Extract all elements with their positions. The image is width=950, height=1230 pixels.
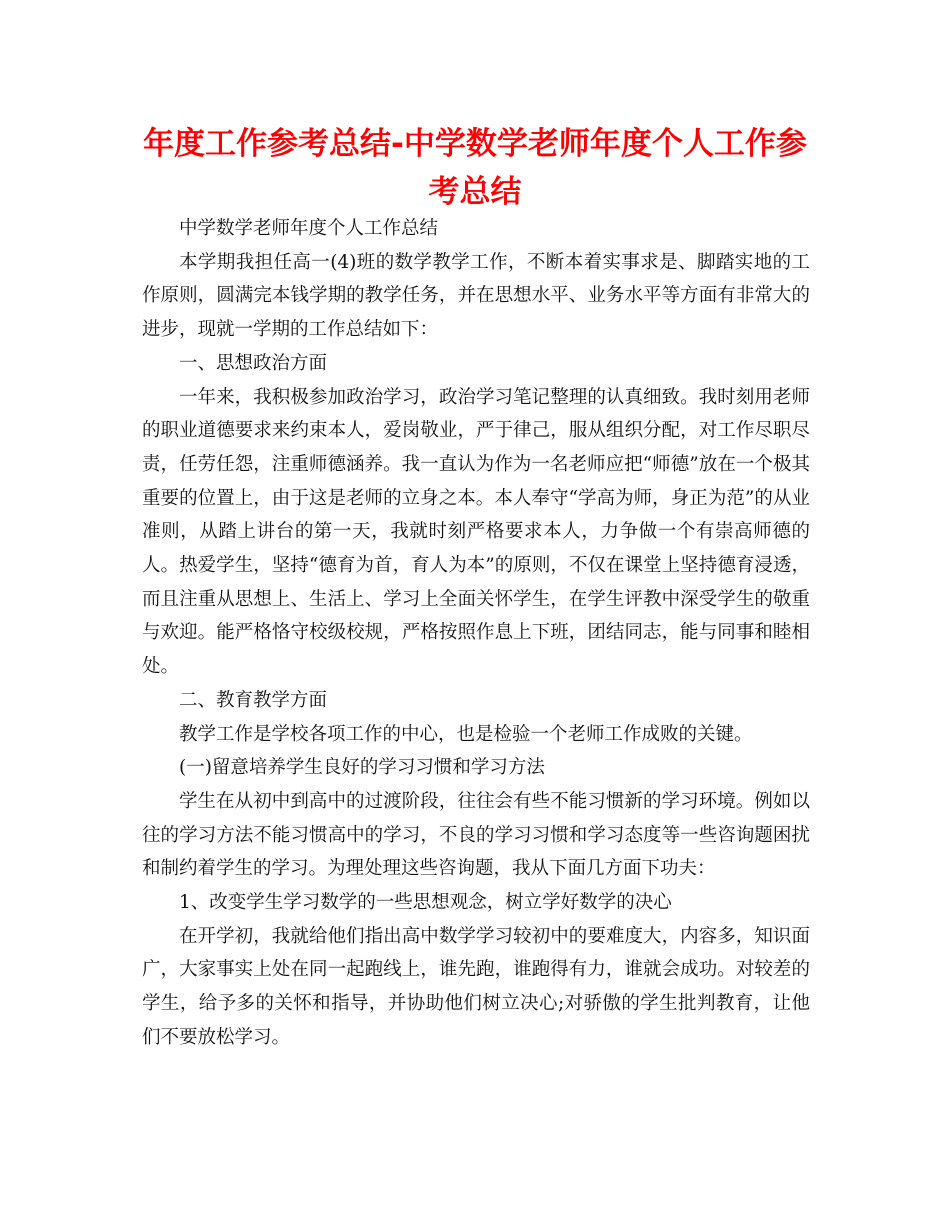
paragraph-subtitle: 中学数学老师年度个人工作总结 — [179, 218, 439, 239]
paragraph-politics: 一年来，我积极参加政治学习，政治学习笔记整理的认真细致。我时刻用老师的职业道德要求来约束本人，爱岗敬业，严于律己，服从组织分配，对工作尽职尽责，任劳任怨，注重师德涵养。我一直认为作为一名老师应把“师德”放在一个极其重要的位置上，由于这是老师的立身之本。本人奉守“学高为师，身正为范”的从业准则，从踏上讲台的第一天，我就时刻严格要求本人，力争做一个有崇高师德的人。热爱学生，坚持“德育为首，育人为本”的原则，不仅在课堂上坚持德育浸透，而且注重从思想上、生活上、学习上全面关怀学生，在学生评教中深受学生的敬重与欢迎。能严格恪守校级校规，严格按照作息上下班，团结同志，能与同事和睦相处。 — [142, 386, 810, 678]
document-body — [142, 212, 810, 1055]
subsection-heading-habits: (一)留意培养学生良好的学习习惯和学习方法 — [179, 757, 545, 779]
item-heading-mindset: 1、改变学生学习数学的一些思想观念，树立学好数学的决心 — [179, 892, 672, 914]
document-title: 年度工作参考总结-中学数学老师年度个人工作参考总结 — [143, 126, 807, 210]
section-heading-teaching: 二、教育教学方面 — [179, 689, 328, 711]
paragraph-teaching-intro: 教学工作是学校各项工作的中心，也是检验一个老师工作成败的关键。 — [179, 723, 753, 745]
paragraph-habits: 学生在从初中到高中的过渡阶段，往往会有些不能习惯新的学习环境。例如以往的学习方法不能习惯高中的学习，不良的学习习惯和学习态度等一些咨询题困扰和制约着学生的学习。为理处理这些咨询题，我从下面几方面下功夫： — [142, 790, 810, 880]
paragraph-mindset: 在开学初，我就给他们指出高中数学学习较初中的要难度大，内容多，知识面广，大家事实上处在同一起跑线上，谁先跑，谁跑得有力，谁就会成功。对较差的学生，给予多的关怀和指导，并协助他们树立决心;对骄傲的学生批判教育，让他们不要放松学习。 — [142, 925, 810, 1048]
paragraph-intro: 本学期我担任高一(4)班的数学教学工作，不断本着实事求是、脚踏实地的工作原则，圆满完本钱学期的教学任务，并在思想水平、业务水平等方面有非常大的进步，现就一学期的工作总结如下： — [142, 251, 810, 341]
section-heading-politics: 一、思想政治方面 — [179, 352, 328, 374]
